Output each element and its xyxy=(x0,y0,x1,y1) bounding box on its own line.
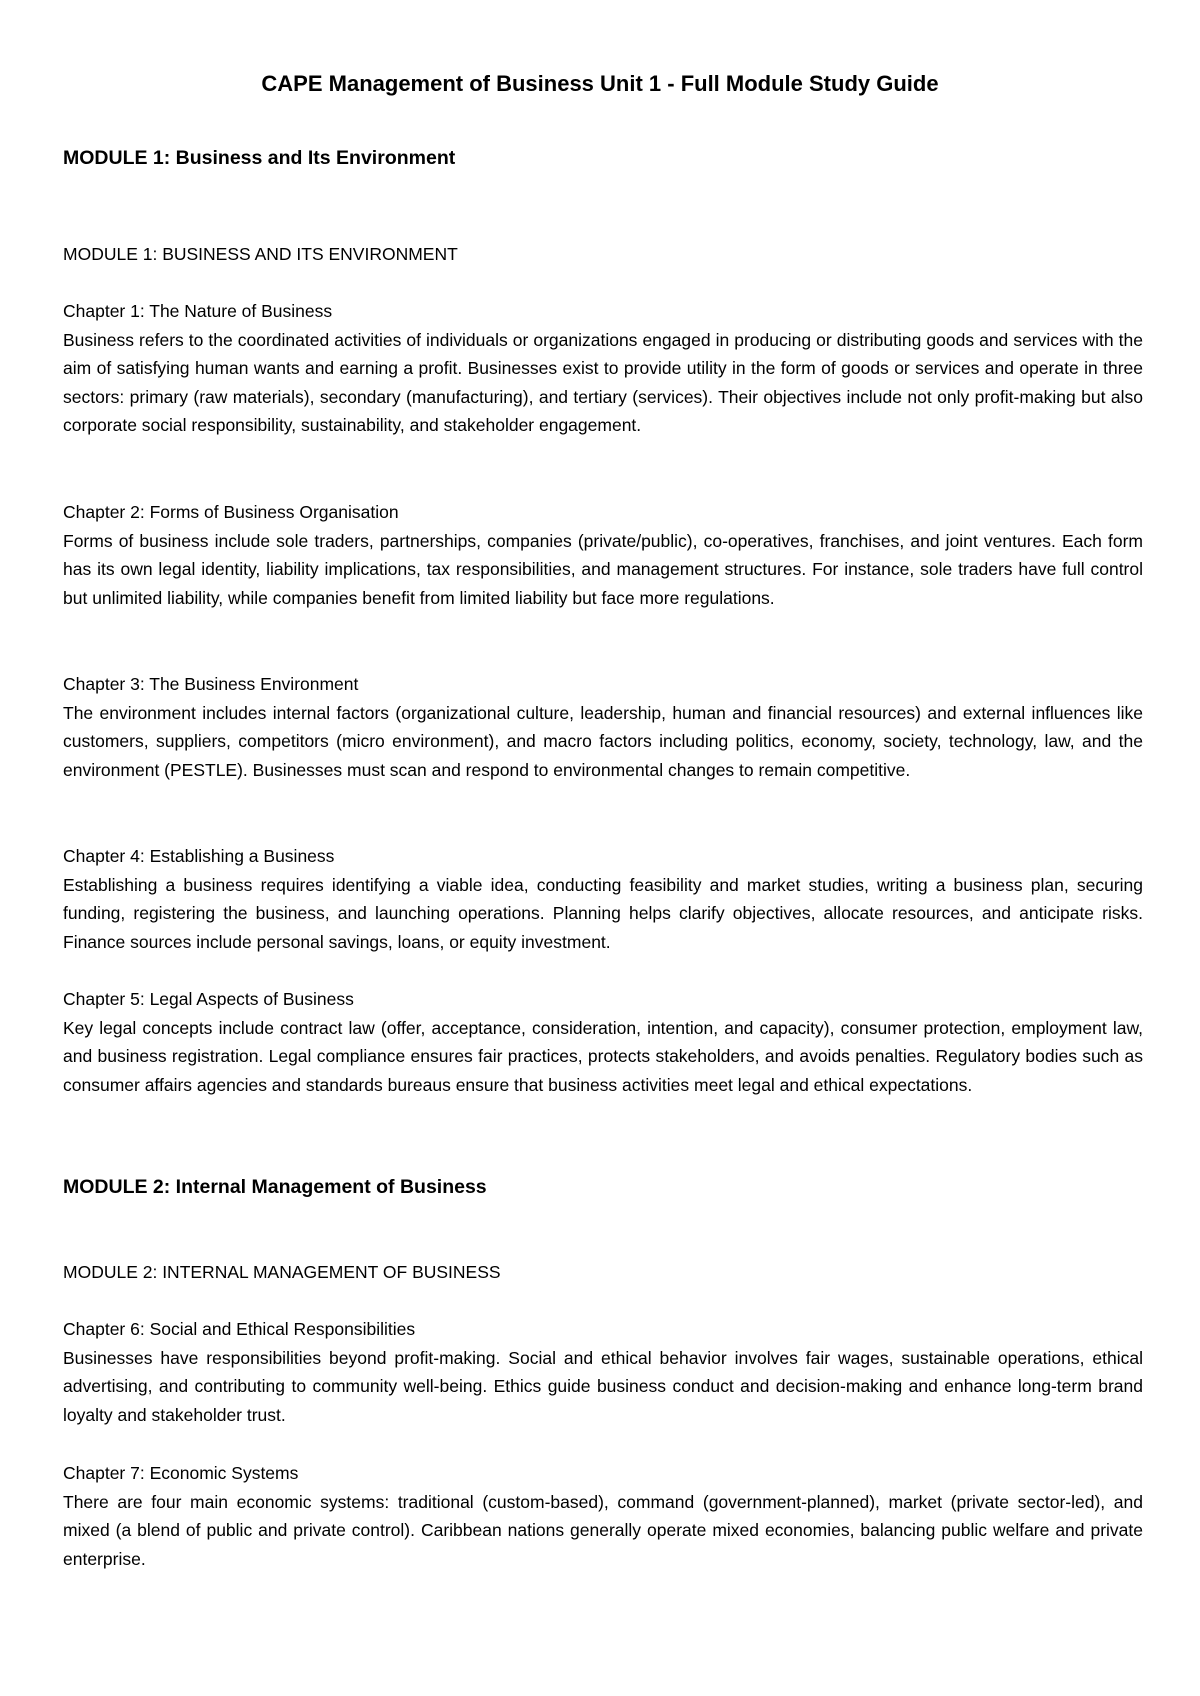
chapter-title: Chapter 3: The Business Environment xyxy=(63,674,359,694)
module-2-caps-heading: MODULE 2: INTERNAL MANAGEMENT OF BUSINESS xyxy=(63,1262,501,1282)
chapter-body: There are four main economic systems: traditional (custom-based), command (government-planned), market (private sector-led), and mixed (a blend of public and private control). Caribbean nations generally operate mixed economies, balancing public welfare and private enterprise. xyxy=(63,1491,1143,1569)
chapter-1 xyxy=(63,297,1143,440)
chapter-body: Businesses have responsibilities beyond profit-making. Social and ethical behavior involves fair wages, sustainable operations, ethical advertising, and contributing to community well-being. Ethics guide business conduct and decision-making and enhance long-term brand loyalty and stakeholder trust. xyxy=(63,1347,1143,1425)
chapter-6 xyxy=(63,1315,1143,1429)
module-1-caps-heading: MODULE 1: BUSINESS AND ITS ENVIRONMENT xyxy=(63,244,458,264)
module-2-heading: MODULE 2: Internal Management of Business xyxy=(63,1176,487,1198)
chapter-4 xyxy=(63,842,1143,956)
document-title: CAPE Management of Business Unit 1 - Full Module Study Guide xyxy=(261,71,939,96)
chapter-body: Key legal concepts include contract law (offer, acceptance, consideration, intention, and capacity), consumer protection, employment law, and business registration. Legal compliance ensures fair practices, protects stakeholders, and avoids penalties. Regulatory bodies such as consumer affairs agencies and standards bureaus ensure that business activities meet legal and ethical expectations. xyxy=(63,1017,1143,1095)
chapter-title: Chapter 4: Establishing a Business xyxy=(63,846,335,866)
module-1-heading: MODULE 1: Business and Its Environment xyxy=(63,147,456,169)
chapter-title: Chapter 1: The Nature of Business xyxy=(63,301,333,321)
chapter-body: Establishing a business requires identifying a viable idea, conducting feasibility and market studies, writing a business plan, securing funding, registering the business, and launching operations. Planning helps clarify objectives, allocate resources, and anticipate risks. Finance sources include personal savings, loans, or equity investment. xyxy=(63,874,1143,952)
chapter-title: Chapter 2: Forms of Business Organisation xyxy=(63,502,399,522)
chapter-title: Chapter 7: Economic Systems xyxy=(63,1463,299,1483)
chapter-title: Chapter 5: Legal Aspects of Business xyxy=(63,989,354,1009)
chapter-5 xyxy=(63,985,1143,1099)
chapter-3 xyxy=(63,670,1143,784)
chapter-body: Forms of business include sole traders, partnerships, companies (private/public), co-operatives, franchises, and joint ventures. Each form has its own legal identity, liability implications, tax responsibilities, and management structures. For instance, sole traders have full control but unlimited liability, while companies benefit from limited liability but face more regulations. xyxy=(63,530,1143,608)
chapter-title: Chapter 6: Social and Ethical Responsibilities xyxy=(63,1319,416,1339)
chapter-body: Business refers to the coordinated activities of individuals or organizations engaged in producing or distributing goods and services with the aim of satisfying human wants and earning a profit. Businesses exist to provide utility in the form of goods or services and operate in three sectors: primary (raw materials), secondary (manufacturing), and tertiary (services). Their objectives include not only profit-making but also corporate social responsibility, sustainability, and stakeholder engagement. xyxy=(63,329,1143,435)
chapter-7 xyxy=(63,1459,1143,1573)
chapter-2 xyxy=(63,498,1143,612)
chapter-body: The environment includes internal factors (organizational culture, leadership, human and financial resources) and external influences like customers, suppliers, competitors (micro environment), and macro factors including politics, economy, society, technology, law, and the environment (PESTLE). Businesses must scan and respond to environmental changes to remain competitive. xyxy=(63,702,1143,780)
